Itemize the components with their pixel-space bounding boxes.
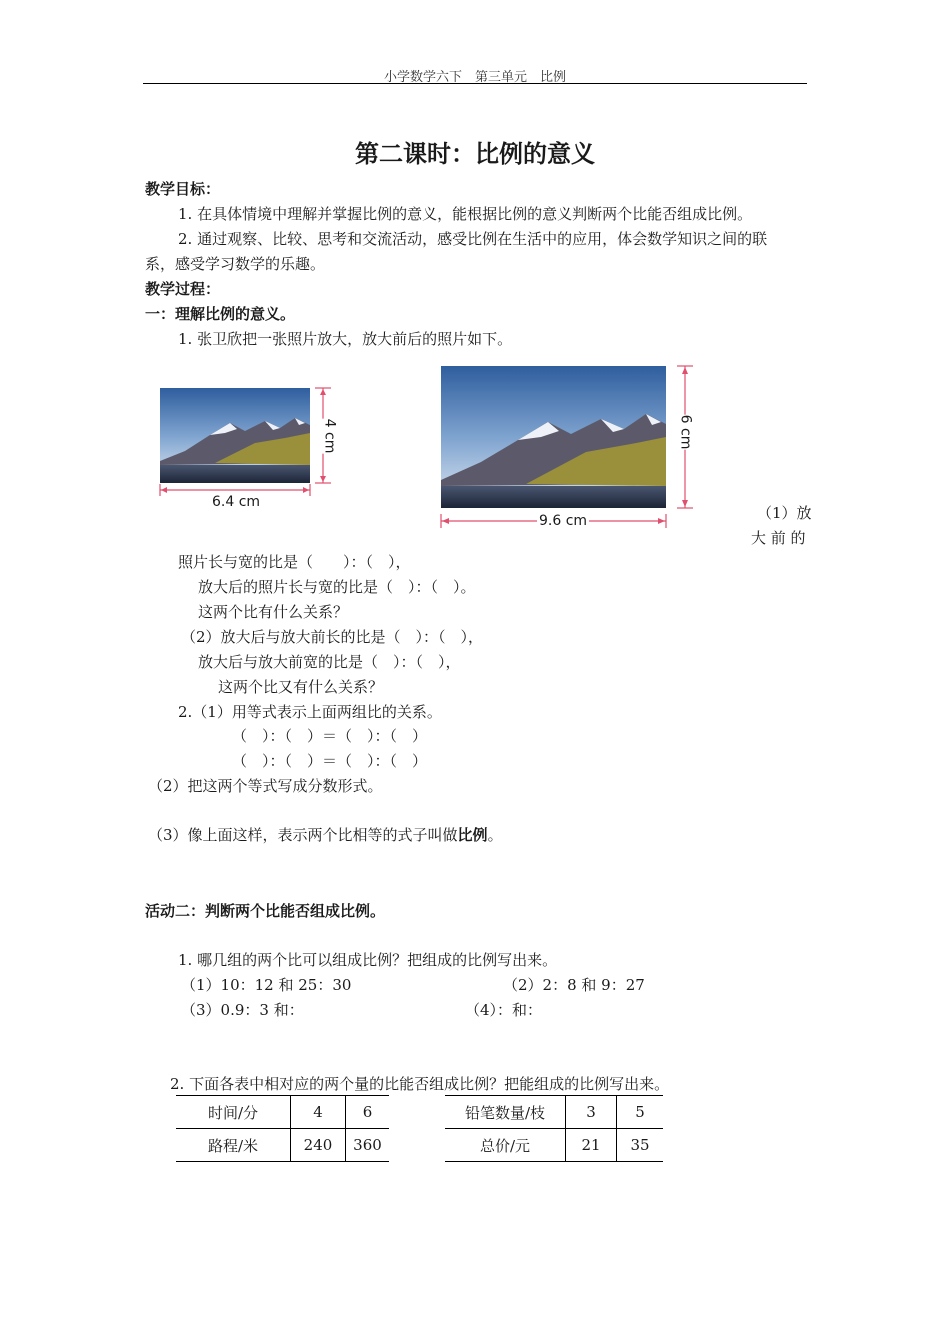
term-proportion: 比例: [457, 826, 488, 844]
activity2-option-1: （1）10：12 和 25：30: [181, 976, 352, 994]
part1-heading: 一：理解比例的意义。: [145, 305, 296, 323]
process-heading: 教学过程：: [145, 280, 221, 298]
q1b-line1: （2）放大后与放大前长的比是（ ）：（ ），: [181, 628, 484, 646]
q1a-prefix-line1: （1）放: [757, 504, 812, 522]
table-cell: 21: [566, 1129, 617, 1162]
table-cell: 240: [291, 1129, 346, 1162]
photo-after-enlargement: [436, 362, 706, 537]
q1a-line3: 这两个比有什么关系？: [198, 603, 349, 621]
goals-heading: 教学目标：: [145, 180, 221, 198]
q1b-line2: 放大后与放大前宽的比是（ ）：（ ），: [198, 653, 461, 671]
table-row: [176, 1129, 389, 1162]
table-cell: 6: [346, 1096, 390, 1129]
table-cell: 5: [617, 1096, 664, 1129]
question-1-intro: 1. 张卫欣把一张照片放大，放大前后的照片如下。: [178, 330, 513, 348]
q1a-line2: 放大后的照片长与宽的比是（ ）：（ ）。: [198, 578, 476, 596]
large-photo-height-label: 6 cm: [677, 414, 694, 450]
q1a-prefix-line2: 大 前 的: [751, 529, 806, 547]
q2-part-c-suffix: 。: [487, 826, 503, 844]
table-cell: 总价/元: [445, 1129, 566, 1162]
q1a-line1: 照片长与宽的比是（ ）：（ ），: [178, 553, 411, 571]
table-time-distance: [176, 1095, 389, 1162]
q2-part-c-prefix: （3）像上面这样，表示两个比相等的式子叫做: [148, 826, 458, 844]
goal-item-2-line1: 2. 通过观察、比较、思考和交流活动，感受比例在生活中的应用，体会数学知识之间的联: [178, 230, 768, 248]
goal-item-2-line2: 系，感受学习数学的乐趣。: [145, 255, 326, 273]
table-cell: 35: [617, 1129, 664, 1162]
lesson-title: 第二课时：比例的意义: [355, 140, 595, 168]
table-cell: 3: [566, 1096, 617, 1129]
activity2-option-2: （2）2：8 和 9：27: [503, 976, 645, 994]
table-cell: 时间/分: [176, 1096, 291, 1129]
q2-part-b: （2）把这两个等式写成分数形式。: [148, 777, 383, 795]
table-cell: 4: [291, 1096, 346, 1129]
table-row: [445, 1096, 663, 1129]
goal-item-1: 1. 在具体情境中理解并掌握比例的意义，能根据比例的意义判断两个比能否组成比例。: [178, 205, 753, 223]
activity2-option-4: （4）：和：: [465, 1001, 543, 1019]
activity2-heading: 活动二：判断两个比能否组成比例。: [145, 902, 386, 920]
table-cell: 路程/米: [176, 1129, 291, 1162]
activity2-q2: 2. 下面各表中相对应的两个量的比能否组成比例？把能组成的比例写出来。: [170, 1075, 670, 1093]
q2-equation-1: （ ）：（ ）＝（ ）：（ ）: [232, 727, 428, 745]
header-rule: [143, 83, 807, 84]
page-header: 小学数学六下 第三单元 比例: [383, 70, 566, 85]
activity2-option-3: （3）0.9：3 和：: [181, 1001, 304, 1019]
table-row: [445, 1129, 663, 1162]
table-pencil-price: [445, 1095, 663, 1162]
small-photo-width-label: 6.4 cm: [212, 494, 261, 510]
table-cell: 铅笔数量/枝: [445, 1096, 566, 1129]
q1b-line3: 这两个比又有什么关系？: [218, 678, 384, 696]
q2-intro: 2.（1）用等式表示上面两组比的关系。: [178, 703, 442, 721]
activity2-q1: 1. 哪几组的两个比可以组成比例？把组成的比例写出来。: [178, 951, 558, 969]
small-photo-height-label: 4 cm: [321, 418, 338, 454]
table-cell: 360: [346, 1129, 390, 1162]
q2-part-c: [148, 824, 503, 845]
q2-equation-2: （ ）：（ ）＝（ ）：（ ）: [232, 752, 428, 770]
large-photo-width-label: 9.6 cm: [539, 513, 588, 529]
table-row: [176, 1096, 389, 1129]
